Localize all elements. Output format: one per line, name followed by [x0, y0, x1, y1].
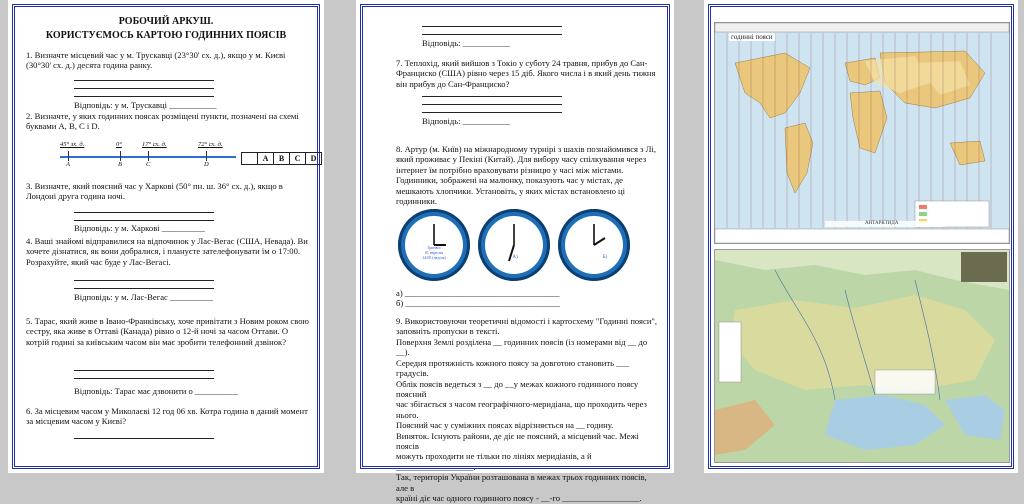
- strip-degree: 17° сх. д.: [142, 141, 167, 148]
- answer-line: [422, 112, 562, 113]
- strip-letter: B: [118, 161, 122, 168]
- answer-line: [74, 438, 214, 439]
- question-6: 6. За місцевим часом у Миколаєві 12 год 06 хв. Котра година в даний момент за місцевим часом у Києві?: [26, 406, 308, 427]
- map-region-label: АНТАРКТИДА: [865, 221, 899, 226]
- worksheet-page-2: [356, 0, 674, 504]
- question-9-intro: 9. Використовуючи теоретичні відомості і картосхему "Годинні пояси", заповніть пропуски в тексті.: [396, 316, 658, 337]
- strip-letter: C: [146, 161, 151, 168]
- clock-1-date: 01 вересня: [424, 250, 444, 255]
- answer-line: [74, 288, 214, 289]
- answer-line: [74, 212, 214, 213]
- answer-7: Відповідь: ___________: [422, 116, 510, 126]
- answer-line: [422, 34, 562, 35]
- strip-degree: 72° сх. д.: [198, 141, 223, 148]
- answer-line: [74, 80, 214, 81]
- answer-line: [74, 378, 214, 379]
- clock-3-hands: [558, 209, 630, 281]
- question-1: 1. Визначте місцевий час у м. Трускавці (23°30' сх. д.), якщо у м. Києві (30°30' сх. д.) десята година ранку.: [26, 50, 286, 71]
- page-subtitle: КОРИСТУЄМОСЬ КАРТОЮ ГОДИННИХ ПОЯСІВ: [45, 30, 287, 41]
- question-4: 4. Ваші знайомі відправилися на відпочинок у Лас-Вегас (США, Невада). Ви хочете дізнатися, як вони добралися, і плануєте зателефонувати їм о 17:00. Розрахуйте, який час буде у Лас-Вегасі.: [26, 236, 308, 267]
- strip-degree: 0°: [116, 141, 122, 148]
- answer-8b: б) ____________________________________: [396, 298, 561, 308]
- physical-map-ukraine: [714, 249, 1010, 463]
- timezone-map-graphic: [715, 23, 1009, 243]
- answer-line: [422, 26, 562, 27]
- question-2: 2. Визначте, у яких годинних поясах розміщені пункти, позначені на схемі буквами А, В, С і D.: [26, 111, 299, 132]
- clock-3-label: Б): [602, 255, 608, 260]
- clock-2-hands: [478, 209, 550, 281]
- worksheet-page-3: [704, 0, 1018, 473]
- answer-line: [74, 96, 214, 97]
- clock-1: [398, 209, 470, 281]
- clock-3: [558, 209, 630, 281]
- page-title: РОБОЧИЙ АРКУШ.: [118, 16, 214, 27]
- clock-2-label: А): [512, 255, 518, 260]
- map-title: годинні пояси: [731, 33, 773, 41]
- answer-line: [422, 104, 562, 105]
- answer-line: [74, 370, 214, 371]
- answer-line: [74, 280, 214, 281]
- question-3: 3. Визначте, який поясний час у Харкові (50° пн. ш. 36° сх. д.), якщо в Лондоні друга година ночі.: [26, 181, 283, 202]
- physical-map-graphic: [715, 250, 1009, 462]
- answer-6: Відповідь: ___________: [422, 38, 510, 48]
- answer-grid: A B C D: [241, 152, 322, 165]
- answer-line: [422, 96, 562, 97]
- answer-8a: а) ____________________________________: [396, 288, 560, 298]
- answer-3: Відповідь: у м. Харкові __________: [74, 223, 205, 233]
- answer-line: [74, 220, 214, 221]
- clock-1-time: 14:00 (неділя): [422, 255, 446, 260]
- question-9-text: Поверхня Землі розділена __ годинних поясів (із номерами від __ до __). Середня протяжність кожного поясу за довготою становить ___ градусів. Облік поясів ведеться з __ до __у межах кожного годинного поясу поясний час збігається з часом географічного-меридіана, що проходить через нього. Поясний час у суміжних поясах відрізняється на __ годину. Виняток. Існують райони, де діє не поясний, а місцевий час. Межі поясів можуть проходити не тільки по лініях меридіанів, а й __________________. Так, територія України розташована в межах трьох годинних поясів, але в країні діє час одного годинного поясу - __-го __________________.: [396, 337, 648, 504]
- clock-2: [478, 209, 550, 281]
- strip-letter: A: [66, 161, 70, 168]
- world-timezone-map: [714, 22, 1010, 244]
- strip-degree: 45° зх. д.: [60, 141, 85, 148]
- answer-line: [74, 88, 214, 89]
- clock-1-label: Ґринвіч: [427, 245, 441, 250]
- answer-5: Відповідь: Тарас має дзвонити о __________: [74, 386, 238, 396]
- question-7: 7. Теплохід, який вийшов з Токіо у суботу 24 травня, прибув до Сан-Франциско (США) рівно через 15 діб. Якого числа і в який день тижня він прибув до Сан-Франциско?: [396, 58, 656, 89]
- strip-letter: D: [204, 161, 209, 168]
- worksheet-page-1: [8, 0, 324, 473]
- question-8: 8. Артур (м. Київ) на міжнародному турнірі з шахів познайомився з Лі, який проживає у Пекіні (Китай). Для вибору часу спілкування через інтернет їм потрібно враховувати різницю у часі між містами. Годинники, зображені на малюнку, показують час у містах, де мешкають хлопчики. Установіть, у яких містах встановлено ці годинники.: [396, 144, 657, 207]
- answer-4: Відповідь: у м. Лас-Вегас __________: [74, 292, 213, 302]
- answer-1: Відповідь: у м. Трускавці ___________: [74, 100, 217, 110]
- question-5: 5. Тарас, який живе в Івано-Франківську, хоче привітати з Новим роком свою сестру, яка живе в Оттаві (Канада) рівно о 12-й ночі за часом Оттави. О котрій годині за київським часом він має зробити телефонний дзвінок?: [26, 316, 309, 347]
